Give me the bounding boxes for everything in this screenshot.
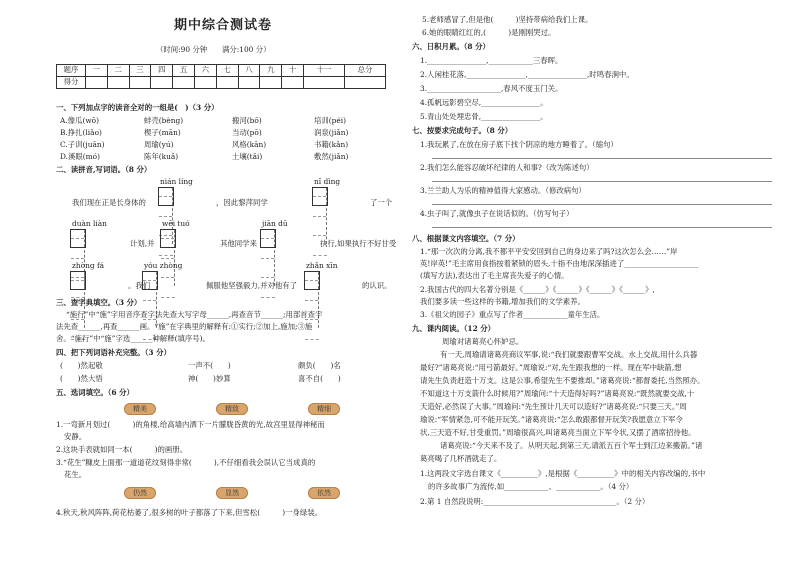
option-item: 蚌壳(bèng) xyxy=(144,116,184,125)
pinyin-label: zhǎn xīn xyxy=(306,261,338,270)
page-title: 期中综合测试卷 xyxy=(174,18,273,33)
score-cell[interactable] xyxy=(238,77,260,89)
fill-blank[interactable]: 4.孤帆远影碧空尽,________________。 xyxy=(420,98,548,107)
question-text: 1.我玩累了,在放在房子底下找个阴凉的地方睡着了。（缩句） xyxy=(420,140,618,149)
pinyin-label: wēi tuó xyxy=(162,219,190,228)
question-text: 2.我国古代的四大名著分别是《______》《______》《______》《______》, xyxy=(420,285,655,294)
score-cell[interactable] xyxy=(282,77,304,89)
table-cell: 六 xyxy=(194,65,216,77)
question-text: 我们要多读一些这样的书籍,增加我们的文学素养。 xyxy=(420,297,585,306)
option-item: 楔子(mān) xyxy=(144,128,181,137)
passage-line: 状,三天造不好,甘受重罚。”周瑜很高兴,叫诸葛亮当面立下军令状,又摆了酒席招待他。 xyxy=(420,428,696,437)
section-title: 九、课内阅读。（12 分） xyxy=(412,324,496,333)
question-text: 1.一弯新月划过( )的角楼,给高墙内洒下一片朦胧昏黄的光,故宫里显得神秘而 xyxy=(56,420,325,429)
exam-meta: （时间:90 分钟 满分:100 分） xyxy=(156,45,271,54)
table-cell: 一 xyxy=(86,65,108,77)
score-cell[interactable] xyxy=(129,77,151,89)
word-choice-tag: 依然 xyxy=(308,487,340,499)
table-cell: 九 xyxy=(260,65,282,77)
section-title: 二、读拼音,写词语。（8 分） xyxy=(56,165,152,174)
table-cell: 五 xyxy=(173,65,195,77)
option-item: 搬河(bō) xyxy=(232,116,262,125)
writing-grid[interactable] xyxy=(304,271,320,290)
table-cell: 四 xyxy=(151,65,173,77)
option-item: 土壤(tǎi) xyxy=(232,152,263,161)
table-cell: 十 xyxy=(282,65,304,77)
idiom-blank[interactable]: 一声不( ) xyxy=(188,361,231,370)
question-text: 4.虫子叫了,就像虫子在说话似的。（仿写句子） xyxy=(420,209,574,218)
table-cell: 八 xyxy=(238,65,260,77)
score-cell[interactable] xyxy=(173,77,195,89)
passage-line: 不知道这十万支箭什么时候用?”周瑜问:“十天造得好吗?”诸葛亮说:“既然就要交战,十 xyxy=(420,389,695,398)
sentence-text: 。我们 xyxy=(128,281,151,290)
word-choice-tag: 精细 xyxy=(308,403,340,415)
pinyin-label: jiān dū xyxy=(262,219,288,228)
question-text: 3.兰兰助人为乐的精神值得大家感动。（修改病句） xyxy=(420,186,586,195)
writing-grid[interactable] xyxy=(312,187,328,206)
option-item: D.溪眼(mó) xyxy=(60,152,101,161)
score-cell[interactable] xyxy=(260,77,282,89)
pinyin-label: zhòng fá xyxy=(72,261,105,270)
score-cell[interactable] xyxy=(151,77,173,89)
question-text: 花生。 xyxy=(64,470,87,479)
score-cell[interactable] xyxy=(86,77,108,89)
idiom-blank[interactable]: 喜不自( ) xyxy=(298,374,341,383)
fill-blank[interactable]: 5.青山处处埋忠骨,________________。 xyxy=(420,112,548,121)
passage-line: 有一天,周瑜请诸葛亮商议军事,说:“我们就要跟曹军交战。水上交战,用什么兵器 xyxy=(440,350,698,359)
writing-grid[interactable] xyxy=(160,229,176,248)
sentence-text: 执行,如果执行不好甘受 xyxy=(320,239,397,248)
question-text: 6.她的眼睛红红的,( )是刚刚哭过。 xyxy=(422,28,556,37)
option-item: 当动(pō) xyxy=(232,128,262,137)
idiom-blank[interactable]: 颇负( )名 xyxy=(298,361,341,370)
passage-subtitle: 周瑜对诸葛亮心怀妒忌。 xyxy=(442,337,524,346)
sentence-text: 其他同学来 xyxy=(220,239,257,248)
fill-blank[interactable]: 1.________________,____________三春晖。 xyxy=(420,56,563,65)
sentence-text: ，因此黎萍同学 xyxy=(216,198,268,207)
sentence-text: 我们现在正是长身体的 xyxy=(72,198,146,207)
answer-line[interactable] xyxy=(432,158,772,159)
question-text: 3.“花生”糠皮上面那一道道花纹刻得非常( ),不仔细看我会误认它当成真的 xyxy=(56,458,316,467)
writing-grid[interactable] xyxy=(158,187,174,206)
option-item: C.子训(juān) xyxy=(60,140,105,149)
question-text: 2.第 1 自然段说明:____________________________________。（2 分） xyxy=(420,497,650,506)
fill-blank[interactable]: 2.人闲桂花落,________________,________________,时鸣春涧中。 xyxy=(420,70,634,79)
option-item: 风格(kān) xyxy=(232,140,267,149)
section-title: 六、日积月累。（8 分） xyxy=(412,42,490,51)
question-text: 英!岸英!”毛主席用食指按着紧锁的眉头,十指不由地深深插进了____________________ xyxy=(420,259,699,268)
score-cell[interactable] xyxy=(194,77,216,89)
word-choice-tag: 精致 xyxy=(216,403,248,415)
section-title: 四、把下列词语补充完整。（3 分） xyxy=(56,348,171,357)
answer-line[interactable] xyxy=(432,227,772,228)
section-title: 三、查字典填空。（3 分） xyxy=(56,298,142,307)
question-text: 2.这块手表就如同一本( )的画册。 xyxy=(56,445,188,454)
table-cell: 总分 xyxy=(344,65,385,77)
score-cell[interactable] xyxy=(303,77,344,89)
section-title: 一、下列加点字的读音全对的一组是( )（3 分） xyxy=(56,103,219,112)
table-cell: 题序 xyxy=(57,65,86,77)
writing-grid[interactable] xyxy=(260,229,276,248)
option-item: 敷然(jiǎn) xyxy=(314,152,349,161)
writing-grid[interactable] xyxy=(70,229,86,248)
option-item: 周瑜(yú) xyxy=(144,140,174,149)
pinyin-label: duàn liàn xyxy=(72,219,107,228)
word-choice-tag: 仍然 xyxy=(124,487,156,499)
question-text: “施行”中“施”字用音序查字法先查大写字母______,再查音节______;用部首查字 xyxy=(66,310,323,319)
sentence-text: 的认识。 xyxy=(362,281,392,290)
question-text: (填写方法),表达出了毛主席丧失爱子的心情。 xyxy=(420,271,569,280)
table-row xyxy=(57,65,386,77)
score-table xyxy=(56,64,386,89)
question-text: 3.《祖父的园子》重点写了作者____________童年生活。 xyxy=(420,310,605,319)
question-text: 1.“那一次次的分离,我不都平平安安回到自己的身边来了吗?这次怎么会……”岸 xyxy=(420,247,678,256)
option-item: 陈年(kuǎ) xyxy=(144,152,179,161)
right-column xyxy=(412,0,772,561)
option-item: B.挣扎(liǎo) xyxy=(60,128,102,137)
table-cell: 二 xyxy=(107,65,129,77)
question-text: 1.这两段文字选自课文《__________》,是根据《__________》中的相关内容改编的,书中 xyxy=(420,469,706,478)
fill-blank[interactable]: 3.____________________,春风不度玉门关。 xyxy=(420,84,563,93)
sentence-text: 了一个 xyxy=(370,198,393,207)
idiom-blank[interactable]: ( )然起敬 xyxy=(60,361,103,370)
score-cell[interactable] xyxy=(216,77,238,89)
score-cell[interactable] xyxy=(344,77,385,89)
question-text: 安静。 xyxy=(64,432,87,441)
option-item: 润泉(jiǎn) xyxy=(314,128,349,137)
word-choice-tag: 显然 xyxy=(216,487,248,499)
option-item: 书籍(kǎn) xyxy=(314,140,349,149)
option-item: A.像瓜(wō) xyxy=(60,116,100,125)
score-cell[interactable] xyxy=(107,77,129,89)
sentence-text: 计划,并 xyxy=(130,239,155,248)
question-text: 的许多故事广为流传,如____________、____________。（4 分） xyxy=(428,482,634,491)
passage-line: 瑜说:“军情紧急,可不能开玩笑。”诸葛亮说:“怎么敢跟都督开玩笑?我愿意立下军令 xyxy=(420,415,683,424)
left-column xyxy=(56,0,397,561)
table-row xyxy=(57,77,386,89)
table-cell: 三 xyxy=(129,65,151,77)
idiom-blank[interactable]: 神( )妙算 xyxy=(188,374,231,383)
pinyin-label: yóu zhòng xyxy=(144,261,183,270)
table-cell: 十一 xyxy=(303,65,344,77)
table-cell: 得分 xyxy=(57,77,86,89)
table-cell: 七 xyxy=(216,65,238,77)
word-choice-tag: 精美 xyxy=(124,403,156,415)
question-text: 舍。“施行”中“施”字选______种解释(填序号)。 xyxy=(56,334,210,343)
question-text: 4.秋天,秋风阵阵,荷花枯萎了,很多树的叶子都落了下来,但雪松( )一身绿装。 xyxy=(56,508,323,517)
question-text: 5.老师感冒了,但是他( )坚持带病给我们上课。 xyxy=(422,15,593,24)
answer-line[interactable] xyxy=(432,181,772,182)
question-text: 2.我们怎么能容忍破坏纪律的人和事?（改为陈述句） xyxy=(420,163,594,172)
pinyin-label: nián líng xyxy=(160,177,193,186)
passage-line: 天造好,必然误了大事。”周瑜问:“先生预计几天可以造好?”诸葛亮说:“只要三天。”周 xyxy=(420,402,687,411)
section-title: 五、选词填空。（6 分） xyxy=(56,388,134,397)
passage-line: 诸葛亮说:“今天来不及了。从明天起,到第三天,请派五百个军士到江边来搬箭。”诸 xyxy=(440,441,703,450)
passage-line: 请先生负责赶造十万支。这是公事,希望先生不要推却。”诸葛亮说:“都督委托,当然照办。 xyxy=(420,376,705,385)
pinyin-label: nǐ dìng xyxy=(314,177,341,186)
writing-grid[interactable] xyxy=(70,271,86,290)
sentence-text: 佩服他坚强毅力,并对他有了 xyxy=(206,281,298,290)
option-item: 培训(péi) xyxy=(314,116,347,125)
passage-line: 最好?”诸葛亮说:“用弓箭最好。”周瑜说:“对,先生跟我想的一样。现在军中缺箭,想 xyxy=(420,363,682,372)
section-title: 八、根据课文内容填空。（7 分） xyxy=(412,234,520,243)
passage-line: 葛亮喝了几杯酒就走了。 xyxy=(420,454,502,463)
question-text: 法先查______,再查______画。“施”在字典里的解释有:①实行;②加上,施加;③施 xyxy=(56,322,313,331)
answer-line[interactable] xyxy=(432,204,772,205)
section-title: 七、按要求完成句子。（8 分） xyxy=(412,126,513,135)
idiom-blank[interactable]: ( )然大悟 xyxy=(60,374,103,383)
